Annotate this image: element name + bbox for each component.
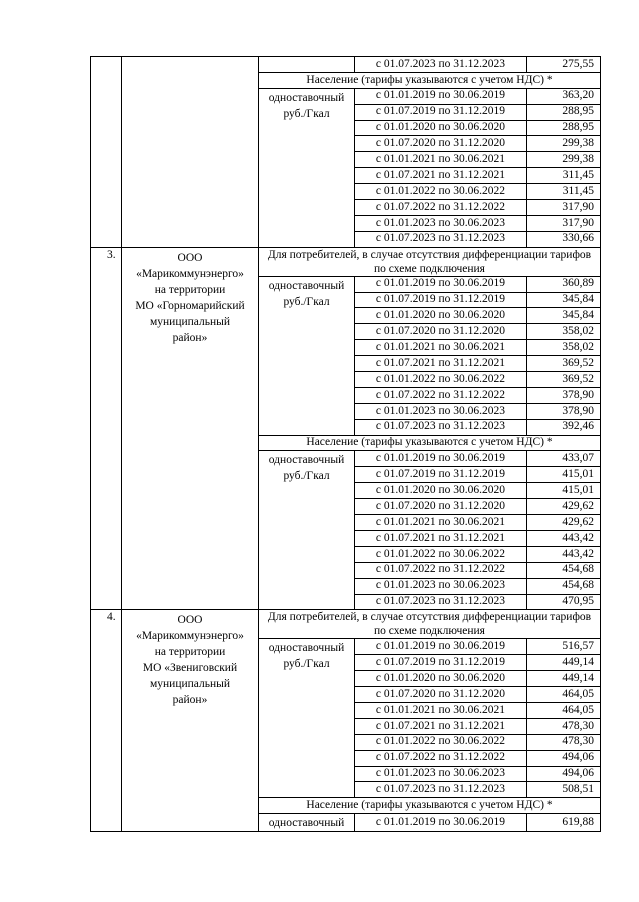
period-cell: с 01.01.2020 по 30.06.2020 — [355, 671, 527, 687]
unit-label-line: руб./Гкал — [283, 107, 330, 120]
tariff-table-body — [91, 57, 601, 832]
row-number: 4. — [91, 610, 122, 832]
tariff-value-cell: 415,01 — [527, 483, 601, 499]
tariff-value-cell: 464,05 — [527, 702, 601, 718]
tariff-value-cell: 508,51 — [527, 782, 601, 798]
tariff-value-cell: 317,90 — [527, 215, 601, 231]
period-cell: с 01.07.2020 по 31.12.2020 — [355, 324, 527, 340]
row-number: 3. — [91, 247, 122, 610]
period-cell: с 01.01.2021 по 30.06.2021 — [355, 515, 527, 531]
period-cell: с 01.07.2019 по 31.12.2019 — [355, 104, 527, 120]
tariff-value-cell: 478,30 — [527, 718, 601, 734]
period-cell: с 01.01.2019 по 30.06.2019 — [355, 88, 527, 104]
tariff-value-cell: 619,88 — [527, 814, 601, 832]
period-cell: с 01.01.2020 по 30.06.2020 — [355, 483, 527, 499]
org-name-line: муниципальный — [149, 315, 231, 328]
period-cell: с 01.01.2023 по 30.06.2023 — [355, 578, 527, 594]
table-row — [91, 57, 601, 73]
period-cell: с 01.07.2021 по 31.12.2021 — [355, 168, 527, 184]
period-cell: с 01.07.2023 по 31.12.2023 — [355, 419, 527, 435]
period-cell: с 01.01.2019 по 30.06.2019 — [355, 639, 527, 655]
unit-label — [259, 451, 355, 610]
tariff-value-cell: 429,62 — [527, 499, 601, 515]
tariff-value-cell: 311,45 — [527, 168, 601, 184]
tariff-value-cell: 454,68 — [527, 578, 601, 594]
period-cell: с 01.07.2021 по 31.12.2021 — [355, 356, 527, 372]
tariff-value-cell: 378,90 — [527, 387, 601, 403]
unit-label — [259, 88, 355, 247]
tariff-value-cell: 345,84 — [527, 292, 601, 308]
period-cell: с 01.07.2022 по 31.12.2022 — [355, 750, 527, 766]
org-name-line: МО «Звениговский — [142, 662, 238, 675]
tariff-value-cell: 275,55 — [527, 57, 601, 73]
tariff-value-cell: 345,84 — [527, 308, 601, 324]
tariff-value-cell: 288,95 — [527, 104, 601, 120]
tariff-value-cell: 392,46 — [527, 419, 601, 435]
org-name-line: «Марикоммунэнерго» — [136, 630, 244, 643]
unit-label — [259, 639, 355, 798]
tariff-value-cell: 363,20 — [527, 88, 601, 104]
unit-label — [259, 57, 355, 73]
group-header: Для потребителей, в случае отсутствия дифференциации тарифов по схеме подключения — [259, 247, 601, 276]
tariff-value-cell: 311,45 — [527, 184, 601, 200]
period-cell: с 01.01.2021 по 30.06.2021 — [355, 340, 527, 356]
group-header: Для потребителей, в случае отсутствия дифференциации тарифов по схеме подключения — [259, 610, 601, 639]
period-cell: с 01.07.2021 по 31.12.2021 — [355, 718, 527, 734]
org-name-line: МО «Горномарийский — [135, 299, 245, 312]
tariff-value-cell: 516,57 — [527, 639, 601, 655]
period-cell: с 01.07.2019 по 31.12.2019 — [355, 655, 527, 671]
tariff-value-cell: 449,14 — [527, 671, 601, 687]
unit-label-line: одноставочный — [268, 454, 345, 467]
period-cell: с 01.07.2022 по 31.12.2022 — [355, 387, 527, 403]
group-header: Население (тарифы указываются с учетом НДС) * — [259, 72, 601, 88]
row-number — [91, 57, 122, 248]
tariff-table — [90, 56, 601, 832]
period-cell: с 01.01.2023 по 30.06.2023 — [355, 215, 527, 231]
period-cell: с 01.07.2020 по 31.12.2020 — [355, 499, 527, 515]
tariff-value-cell: 358,02 — [527, 324, 601, 340]
period-cell: с 01.01.2019 по 30.06.2019 — [355, 276, 527, 292]
tariff-value-cell: 454,68 — [527, 562, 601, 578]
period-cell: с 01.07.2023 по 31.12.2023 — [355, 57, 527, 73]
group-header: Население (тарифы указываются с учетом НДС) * — [259, 435, 601, 451]
period-cell: с 01.01.2021 по 30.06.2021 — [355, 152, 527, 168]
unit-label-line: одноставочный — [268, 817, 345, 830]
unit-label-line: руб./Гкал — [283, 470, 330, 483]
tariff-value-cell: 494,06 — [527, 766, 601, 782]
organization-name — [122, 610, 259, 832]
tariff-value-cell: 369,52 — [527, 372, 601, 388]
tariff-value-cell: 330,66 — [527, 231, 601, 247]
organization-name — [122, 57, 259, 248]
period-cell: с 01.07.2021 по 31.12.2021 — [355, 530, 527, 546]
org-name-line: «Марикоммунэнерго» — [136, 267, 244, 280]
tariff-value-cell: 360,89 — [527, 276, 601, 292]
unit-label-line: руб./Гкал — [283, 295, 330, 308]
tariff-value-cell: 317,90 — [527, 200, 601, 216]
tariff-value-cell: 429,62 — [527, 515, 601, 531]
period-cell: с 01.01.2023 по 30.06.2023 — [355, 766, 527, 782]
period-cell: с 01.07.2023 по 31.12.2023 — [355, 782, 527, 798]
period-cell: с 01.01.2022 по 30.06.2022 — [355, 372, 527, 388]
period-cell: с 01.01.2019 по 30.06.2019 — [355, 814, 527, 832]
organization-name — [122, 247, 259, 610]
period-cell: с 01.01.2022 по 30.06.2022 — [355, 734, 527, 750]
tariff-value-cell: 358,02 — [527, 340, 601, 356]
tariff-value-cell: 443,42 — [527, 530, 601, 546]
tariff-value-cell: 470,95 — [527, 594, 601, 610]
period-cell: с 01.01.2020 по 30.06.2020 — [355, 120, 527, 136]
tariff-value-cell: 494,06 — [527, 750, 601, 766]
unit-label-line: руб./Гкал — [283, 658, 330, 671]
period-cell: с 01.01.2022 по 30.06.2022 — [355, 184, 527, 200]
org-name-line: на территории — [154, 283, 226, 296]
unit-label — [259, 814, 355, 832]
period-cell: с 01.07.2019 по 31.12.2019 — [355, 467, 527, 483]
table-group-header-row — [91, 247, 601, 276]
tariff-value-cell: 449,14 — [527, 655, 601, 671]
table-group-header-row — [91, 610, 601, 639]
tariff-value-cell: 443,42 — [527, 546, 601, 562]
unit-label-line: одноставочный — [268, 279, 345, 292]
org-name-line: муниципальный — [149, 678, 231, 691]
org-name-line: район» — [172, 331, 208, 344]
unit-label-line: одноставочный — [268, 642, 345, 655]
tariff-value-cell: 478,30 — [527, 734, 601, 750]
tariff-value-cell: 299,38 — [527, 136, 601, 152]
org-name-line: на территории — [154, 646, 226, 659]
period-cell: с 01.01.2020 по 30.06.2020 — [355, 308, 527, 324]
period-cell: с 01.07.2022 по 31.12.2022 — [355, 562, 527, 578]
period-cell: с 01.07.2020 по 31.12.2020 — [355, 687, 527, 703]
tariff-value-cell: 288,95 — [527, 120, 601, 136]
org-name-line: ООО — [177, 251, 203, 264]
unit-label — [259, 276, 355, 435]
unit-label-line: одноставочный — [268, 91, 345, 104]
period-cell: с 01.01.2022 по 30.06.2022 — [355, 546, 527, 562]
group-header: Население (тарифы указываются с учетом НДС) * — [259, 798, 601, 814]
tariff-value-cell: 464,05 — [527, 687, 601, 703]
period-cell: с 01.01.2021 по 30.06.2021 — [355, 702, 527, 718]
period-cell: с 01.01.2023 по 30.06.2023 — [355, 403, 527, 419]
tariff-value-cell: 433,07 — [527, 451, 601, 467]
org-name-line: район» — [172, 694, 208, 707]
tariff-value-cell: 369,52 — [527, 356, 601, 372]
period-cell: с 01.07.2022 по 31.12.2022 — [355, 200, 527, 216]
period-cell: с 01.07.2023 по 31.12.2023 — [355, 231, 527, 247]
period-cell: с 01.01.2019 по 30.06.2019 — [355, 451, 527, 467]
period-cell: с 01.07.2019 по 31.12.2019 — [355, 292, 527, 308]
period-cell: с 01.07.2023 по 31.12.2023 — [355, 594, 527, 610]
tariff-value-cell: 415,01 — [527, 467, 601, 483]
tariff-value-cell: 299,38 — [527, 152, 601, 168]
period-cell: с 01.07.2020 по 31.12.2020 — [355, 136, 527, 152]
org-name-line: ООО — [177, 614, 203, 627]
tariff-value-cell: 378,90 — [527, 403, 601, 419]
